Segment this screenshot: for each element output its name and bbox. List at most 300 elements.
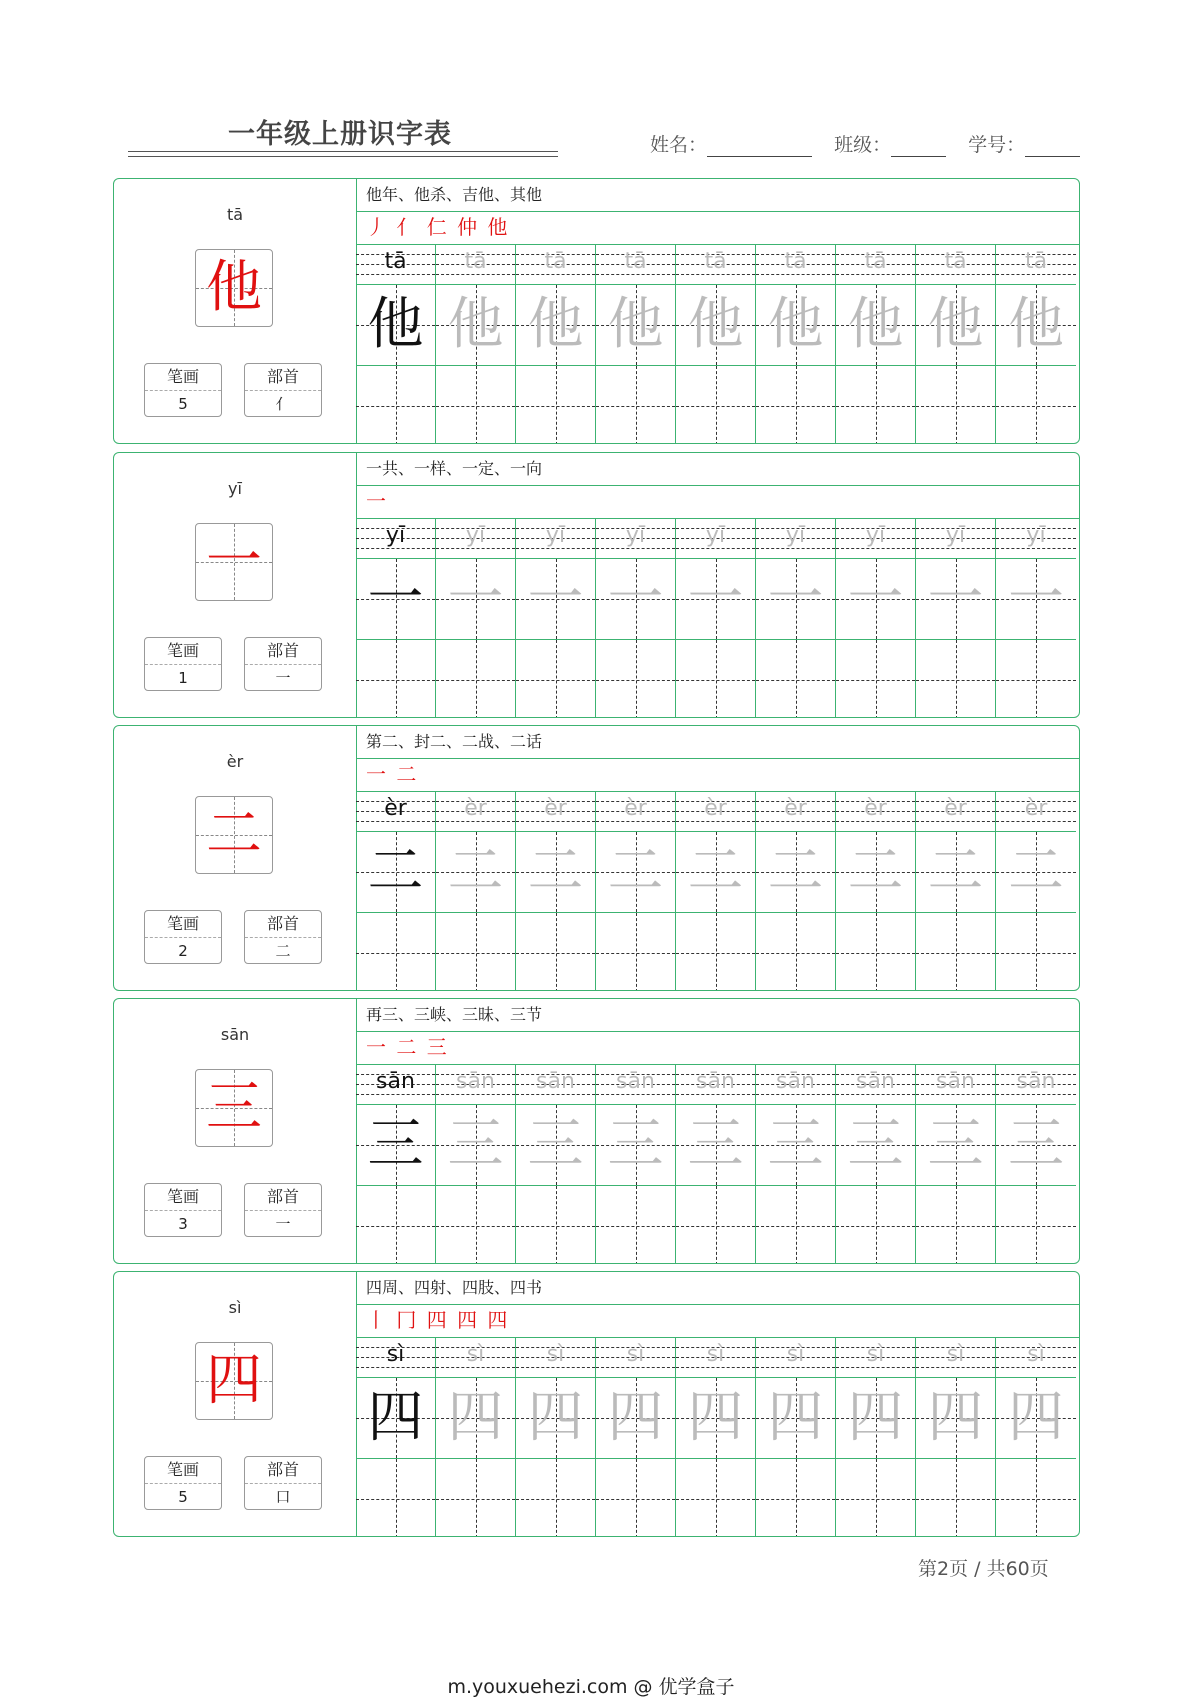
tian-grid-cell[interactable] bbox=[836, 559, 915, 640]
radical: 一 bbox=[275, 669, 291, 687]
empty-writing-cell[interactable] bbox=[356, 640, 435, 718]
trace-pinyin: tā bbox=[1024, 249, 1048, 274]
tian-grid-cell[interactable] bbox=[756, 559, 835, 640]
example-words: 一共、一样、一定、一向 bbox=[356, 453, 1079, 486]
trace-character: 三 bbox=[687, 1112, 744, 1177]
pinyin-cell[interactable] bbox=[436, 244, 515, 285]
practice-column bbox=[756, 244, 836, 444]
trace-pinyin: èr bbox=[464, 796, 487, 821]
tian-grid-cell[interactable] bbox=[356, 1378, 435, 1459]
pinyin-cell[interactable] bbox=[596, 244, 675, 285]
tian-grid-cell[interactable] bbox=[356, 285, 435, 366]
pinyin-cell[interactable] bbox=[916, 1064, 995, 1105]
radical: 亻 bbox=[275, 395, 291, 413]
character-card bbox=[113, 1271, 1080, 1537]
tian-grid-cell[interactable] bbox=[596, 285, 675, 366]
tian-grid-cell[interactable] bbox=[996, 1378, 1076, 1459]
trace-pinyin: yī bbox=[465, 523, 486, 548]
tian-grid-cell[interactable] bbox=[436, 1378, 515, 1459]
pinyin-cell[interactable] bbox=[436, 791, 515, 832]
practice-column bbox=[676, 1337, 756, 1537]
practice-column bbox=[596, 244, 676, 444]
stroke-count: 3 bbox=[178, 1215, 188, 1233]
practice-column bbox=[516, 791, 596, 991]
pinyin-cell[interactable] bbox=[516, 1064, 595, 1105]
empty-writing-cell[interactable] bbox=[916, 366, 995, 444]
practice-column bbox=[516, 1064, 596, 1264]
empty-writing-cell[interactable] bbox=[436, 1186, 515, 1264]
practice-panel bbox=[356, 726, 1079, 990]
strokes-label: 笔画 bbox=[145, 1184, 221, 1211]
empty-writing-cell[interactable] bbox=[836, 366, 915, 444]
pinyin-cell[interactable] bbox=[356, 791, 435, 832]
tian-grid-cell[interactable] bbox=[756, 285, 835, 366]
empty-writing-cell[interactable] bbox=[756, 640, 835, 718]
pinyin-cell[interactable] bbox=[676, 1064, 755, 1105]
stroke-order: 一 二 bbox=[356, 758, 1079, 792]
pinyin-cell[interactable] bbox=[756, 791, 835, 832]
character: 他 bbox=[206, 255, 262, 320]
trace-character: 四 bbox=[927, 1385, 984, 1450]
practice-grid bbox=[356, 244, 1079, 444]
pinyin-cell[interactable] bbox=[436, 1337, 515, 1378]
trace-pinyin: yī bbox=[545, 523, 566, 548]
practice-panel bbox=[356, 453, 1079, 717]
trace-pinyin: sān bbox=[456, 1069, 495, 1094]
example-words: 再三、三峡、三昧、三节 bbox=[356, 999, 1079, 1032]
empty-writing-cell[interactable] bbox=[516, 1186, 595, 1264]
trace-pinyin: tā bbox=[784, 249, 807, 274]
tian-grid-cell[interactable] bbox=[436, 1105, 515, 1186]
empty-writing-cell[interactable] bbox=[996, 640, 1076, 718]
pinyin-cell[interactable] bbox=[516, 244, 595, 285]
tian-grid-cell[interactable] bbox=[676, 832, 755, 913]
trace-character: 二 bbox=[927, 839, 984, 904]
empty-writing-cell[interactable] bbox=[436, 1459, 515, 1537]
pinyin-cell[interactable] bbox=[836, 1337, 915, 1378]
tian-grid-cell[interactable] bbox=[996, 559, 1076, 640]
tian-grid-cell[interactable] bbox=[836, 1105, 915, 1186]
id-label: 学号： bbox=[968, 134, 1026, 156]
model-pinyin: sì bbox=[386, 1342, 405, 1367]
empty-writing-cell[interactable] bbox=[516, 366, 595, 444]
pinyin-cell[interactable] bbox=[596, 518, 675, 559]
example-words: 第二、封二、二战、二话 bbox=[356, 726, 1079, 759]
empty-writing-cell[interactable] bbox=[596, 1459, 675, 1537]
model-pinyin: tā bbox=[384, 249, 407, 274]
trace-pinyin: sì bbox=[946, 1342, 965, 1367]
page-title: 一年级上册识字表 bbox=[228, 119, 452, 150]
practice-column bbox=[996, 1337, 1076, 1537]
empty-writing-cell[interactable] bbox=[676, 913, 755, 991]
name-label: 姓名： bbox=[650, 134, 708, 156]
trace-character: 他 bbox=[927, 292, 984, 357]
strokes-label: 笔画 bbox=[145, 1457, 221, 1484]
model-character: 三 bbox=[367, 1112, 424, 1177]
tian-grid-cell[interactable] bbox=[756, 1105, 835, 1186]
trace-pinyin: sì bbox=[786, 1342, 805, 1367]
trace-character: 二 bbox=[607, 839, 664, 904]
practice-panel bbox=[356, 179, 1079, 443]
empty-writing-cell[interactable] bbox=[596, 913, 675, 991]
trace-character: 四 bbox=[607, 1385, 664, 1450]
trace-pinyin: tā bbox=[544, 249, 567, 274]
pinyin: sì bbox=[228, 1298, 242, 1317]
character-box bbox=[195, 796, 273, 874]
model-character: 一 bbox=[367, 566, 424, 631]
radical-box bbox=[244, 637, 322, 691]
tian-grid-cell[interactable] bbox=[916, 1105, 995, 1186]
model-pinyin: sān bbox=[376, 1069, 415, 1094]
site-footer: m.youxuehezi.com @ 优学盒子 bbox=[447, 1676, 735, 1698]
tian-grid-cell[interactable] bbox=[916, 832, 995, 913]
id-blank[interactable] bbox=[1025, 136, 1080, 157]
practice-column bbox=[436, 791, 516, 991]
practice-column bbox=[996, 1064, 1076, 1264]
character: 三 bbox=[206, 1075, 262, 1140]
pinyin: sān bbox=[220, 1025, 250, 1044]
pinyin-cell[interactable] bbox=[356, 244, 435, 285]
empty-writing-cell[interactable] bbox=[676, 640, 755, 718]
stroke-count-box bbox=[144, 910, 222, 964]
practice-column bbox=[996, 791, 1076, 991]
trace-pinyin: yī bbox=[865, 523, 886, 548]
practice-column bbox=[596, 1064, 676, 1264]
practice-column bbox=[676, 791, 756, 991]
tian-grid-cell[interactable] bbox=[356, 559, 435, 640]
tian-grid-cell[interactable] bbox=[596, 832, 675, 913]
empty-writing-cell[interactable] bbox=[756, 1186, 835, 1264]
tian-grid-cell[interactable] bbox=[836, 1378, 915, 1459]
pinyin-cell[interactable] bbox=[996, 244, 1076, 285]
trace-pinyin: tā bbox=[704, 249, 727, 274]
pinyin-cell[interactable] bbox=[596, 1337, 675, 1378]
empty-writing-cell[interactable] bbox=[996, 913, 1076, 991]
empty-writing-cell[interactable] bbox=[356, 913, 435, 991]
tian-grid-cell[interactable] bbox=[916, 1378, 995, 1459]
tian-grid-cell[interactable] bbox=[676, 285, 755, 366]
trace-character: 四 bbox=[767, 1385, 824, 1450]
name-field[interactable] bbox=[650, 130, 812, 157]
pinyin-cell[interactable] bbox=[836, 1064, 915, 1105]
radical: 二 bbox=[275, 942, 291, 960]
practice-column bbox=[996, 244, 1076, 444]
practice-column bbox=[516, 244, 596, 444]
practice-column bbox=[756, 1337, 836, 1537]
empty-writing-cell[interactable] bbox=[676, 1459, 755, 1537]
class-blank[interactable] bbox=[891, 136, 946, 157]
trace-character: 四 bbox=[847, 1385, 904, 1450]
tian-grid-cell[interactable] bbox=[756, 1378, 835, 1459]
trace-pinyin: yī bbox=[1026, 523, 1046, 548]
trace-character: 三 bbox=[847, 1112, 904, 1177]
name-blank[interactable] bbox=[707, 136, 812, 157]
pinyin-cell[interactable] bbox=[836, 518, 915, 559]
pinyin-cell[interactable] bbox=[836, 244, 915, 285]
trace-character: 他 bbox=[1008, 292, 1064, 357]
pinyin-cell[interactable] bbox=[676, 518, 755, 559]
pinyin-cell[interactable] bbox=[756, 518, 835, 559]
trace-pinyin: sān bbox=[856, 1069, 895, 1094]
practice-column bbox=[836, 518, 916, 718]
trace-character: 一 bbox=[447, 566, 504, 631]
pinyin-cell[interactable] bbox=[996, 1337, 1076, 1378]
tian-grid-cell[interactable] bbox=[836, 832, 915, 913]
empty-writing-cell[interactable] bbox=[516, 1459, 595, 1537]
empty-writing-cell[interactable] bbox=[356, 1459, 435, 1537]
practice-column bbox=[756, 1064, 836, 1264]
practice-column bbox=[676, 1064, 756, 1264]
tian-grid-cell[interactable] bbox=[516, 559, 595, 640]
tian-grid-cell[interactable] bbox=[356, 1105, 435, 1186]
trace-pinyin: tā bbox=[464, 249, 487, 274]
stroke-count-box bbox=[144, 363, 222, 417]
student-fields bbox=[650, 130, 1096, 157]
practice-column bbox=[436, 244, 516, 444]
practice-column bbox=[596, 791, 676, 991]
practice-column bbox=[436, 1064, 516, 1264]
empty-writing-cell[interactable] bbox=[356, 1186, 435, 1264]
stroke-count: 5 bbox=[178, 1488, 188, 1506]
tian-grid-cell[interactable] bbox=[916, 285, 995, 366]
trace-character: 他 bbox=[847, 292, 904, 357]
empty-writing-cell[interactable] bbox=[676, 1186, 755, 1264]
practice-column bbox=[516, 1337, 596, 1537]
tian-grid-cell[interactable] bbox=[676, 559, 755, 640]
title-underline-2 bbox=[128, 156, 558, 157]
empty-writing-cell[interactable] bbox=[596, 1186, 675, 1264]
empty-writing-cell[interactable] bbox=[836, 1186, 915, 1264]
pinyin-cell[interactable] bbox=[596, 1064, 675, 1105]
pinyin-cell[interactable] bbox=[916, 1337, 995, 1378]
practice-column bbox=[356, 518, 436, 718]
pinyin-cell[interactable] bbox=[676, 791, 755, 832]
tian-grid-cell[interactable] bbox=[436, 285, 515, 366]
trace-pinyin: yī bbox=[945, 523, 966, 548]
tian-grid-cell[interactable] bbox=[996, 285, 1076, 366]
tian-grid-cell[interactable] bbox=[836, 285, 915, 366]
stroke-count: 5 bbox=[178, 395, 188, 413]
pinyin-cell[interactable] bbox=[516, 791, 595, 832]
empty-writing-cell[interactable] bbox=[836, 913, 915, 991]
trace-character: 三 bbox=[1008, 1112, 1064, 1177]
practice-column bbox=[356, 244, 436, 444]
tian-grid-cell[interactable] bbox=[516, 1378, 595, 1459]
trace-pinyin: sān bbox=[1016, 1069, 1056, 1094]
tian-grid-cell[interactable] bbox=[596, 1378, 675, 1459]
practice-column bbox=[836, 1337, 916, 1537]
trace-character: 二 bbox=[687, 839, 744, 904]
pinyin-cell[interactable] bbox=[996, 1064, 1076, 1105]
pinyin-cell[interactable] bbox=[516, 518, 595, 559]
model-pinyin: èr bbox=[384, 796, 407, 821]
tian-grid-cell[interactable] bbox=[676, 1105, 755, 1186]
trace-pinyin: sì bbox=[546, 1342, 565, 1367]
model-character: 四 bbox=[367, 1385, 424, 1450]
title-underline bbox=[128, 151, 558, 152]
stroke-count-box bbox=[144, 1183, 222, 1237]
trace-pinyin: yī bbox=[785, 523, 806, 548]
empty-writing-cell[interactable] bbox=[756, 913, 835, 991]
empty-writing-cell[interactable] bbox=[596, 640, 675, 718]
pinyin-cell[interactable] bbox=[676, 1337, 755, 1378]
trace-character: 二 bbox=[1008, 839, 1064, 904]
strokes-label: 笔画 bbox=[145, 638, 221, 665]
empty-writing-cell[interactable] bbox=[756, 1459, 835, 1537]
practice-column bbox=[916, 1064, 996, 1264]
tian-grid-cell[interactable] bbox=[916, 559, 995, 640]
tian-grid-cell[interactable] bbox=[436, 832, 515, 913]
class-field[interactable] bbox=[834, 130, 946, 157]
trace-character: 一 bbox=[527, 566, 584, 631]
pinyin-cell[interactable] bbox=[356, 518, 435, 559]
trace-pinyin: tā bbox=[864, 249, 887, 274]
practice-column bbox=[596, 1337, 676, 1537]
stroke-count: 2 bbox=[178, 942, 188, 960]
empty-writing-cell[interactable] bbox=[996, 366, 1076, 444]
pinyin-cell[interactable] bbox=[356, 1337, 435, 1378]
trace-character: 一 bbox=[687, 566, 744, 631]
trace-character: 四 bbox=[447, 1385, 504, 1450]
trace-pinyin: sān bbox=[696, 1069, 735, 1094]
stroke-order: 一 二 三 bbox=[356, 1031, 1079, 1065]
pinyin-cell[interactable] bbox=[916, 244, 995, 285]
trace-character: 他 bbox=[767, 292, 824, 357]
pinyin: èr bbox=[226, 752, 244, 771]
pinyin-cell[interactable] bbox=[756, 1337, 835, 1378]
trace-character: 三 bbox=[527, 1112, 584, 1177]
trace-character: 四 bbox=[1008, 1385, 1064, 1450]
stroke-order: 丿 亻 仁 仲 他 bbox=[356, 211, 1079, 245]
empty-writing-cell[interactable] bbox=[596, 366, 675, 444]
radical-box bbox=[244, 1456, 322, 1510]
trace-character: 三 bbox=[767, 1112, 824, 1177]
tian-grid-cell[interactable] bbox=[996, 1105, 1076, 1186]
tian-grid-cell[interactable] bbox=[756, 832, 835, 913]
practice-panel bbox=[356, 1272, 1079, 1536]
class-label: 班级： bbox=[834, 134, 892, 156]
empty-writing-cell[interactable] bbox=[436, 913, 515, 991]
tian-grid-cell[interactable] bbox=[356, 832, 435, 913]
example-words: 四周、四射、四肢、四书 bbox=[356, 1272, 1079, 1305]
empty-writing-cell[interactable] bbox=[516, 640, 595, 718]
pinyin-cell[interactable] bbox=[436, 1064, 515, 1105]
radical-label: 部首 bbox=[245, 364, 321, 391]
character-box bbox=[195, 523, 273, 601]
practice-column bbox=[356, 1064, 436, 1264]
tian-grid-cell[interactable] bbox=[676, 1378, 755, 1459]
empty-writing-cell[interactable] bbox=[916, 913, 995, 991]
pinyin-cell[interactable] bbox=[756, 244, 835, 285]
practice-column bbox=[756, 791, 836, 991]
tian-grid-cell[interactable] bbox=[436, 559, 515, 640]
tian-grid-cell[interactable] bbox=[516, 1105, 595, 1186]
trace-character: 他 bbox=[687, 292, 744, 357]
character-card bbox=[113, 178, 1080, 444]
radical-label: 部首 bbox=[245, 1457, 321, 1484]
pinyin-cell[interactable] bbox=[516, 1337, 595, 1378]
empty-writing-cell[interactable] bbox=[916, 1186, 995, 1264]
pinyin-cell[interactable] bbox=[356, 1064, 435, 1105]
empty-writing-cell[interactable] bbox=[356, 366, 435, 444]
tian-grid-cell[interactable] bbox=[516, 832, 595, 913]
pinyin-cell[interactable] bbox=[996, 791, 1076, 832]
pinyin-cell[interactable] bbox=[916, 791, 995, 832]
practice-grid bbox=[356, 1337, 1079, 1537]
tian-grid-cell[interactable] bbox=[596, 559, 675, 640]
empty-writing-cell[interactable] bbox=[516, 913, 595, 991]
trace-character: 二 bbox=[447, 839, 504, 904]
character: 四 bbox=[206, 1348, 262, 1413]
pinyin-cell[interactable] bbox=[916, 518, 995, 559]
trace-character: 四 bbox=[527, 1385, 584, 1450]
empty-writing-cell[interactable] bbox=[436, 640, 515, 718]
practice-column bbox=[356, 1337, 436, 1537]
trace-pinyin: èr bbox=[1024, 796, 1048, 821]
tian-grid-cell[interactable] bbox=[596, 1105, 675, 1186]
pinyin-cell[interactable] bbox=[756, 1064, 835, 1105]
trace-character: 他 bbox=[607, 292, 664, 357]
stroke-order: 丨 冂 四 四 四 bbox=[356, 1304, 1079, 1338]
radical: 口 bbox=[275, 1488, 291, 1506]
empty-writing-cell[interactable] bbox=[756, 366, 835, 444]
strokes-label: 笔画 bbox=[145, 911, 221, 938]
id-field[interactable] bbox=[968, 130, 1080, 157]
character-info-panel bbox=[114, 179, 357, 443]
empty-writing-cell[interactable] bbox=[436, 366, 515, 444]
radical-box bbox=[244, 363, 322, 417]
practice-panel bbox=[356, 999, 1079, 1263]
trace-pinyin: èr bbox=[544, 796, 567, 821]
practice-column bbox=[756, 518, 836, 718]
trace-character: 一 bbox=[1008, 566, 1064, 631]
trace-pinyin: yī bbox=[625, 523, 646, 548]
trace-pinyin: tā bbox=[624, 249, 647, 274]
practice-column bbox=[996, 518, 1076, 718]
trace-character: 一 bbox=[607, 566, 664, 631]
practice-column bbox=[916, 244, 996, 444]
trace-pinyin: sì bbox=[626, 1342, 645, 1367]
tian-grid-cell[interactable] bbox=[516, 285, 595, 366]
tian-grid-cell[interactable] bbox=[996, 832, 1076, 913]
empty-writing-cell[interactable] bbox=[676, 366, 755, 444]
empty-writing-cell[interactable] bbox=[996, 1186, 1076, 1264]
trace-pinyin: sān bbox=[616, 1069, 655, 1094]
empty-writing-cell[interactable] bbox=[996, 1459, 1076, 1537]
empty-writing-cell[interactable] bbox=[836, 1459, 915, 1537]
pinyin-cell[interactable] bbox=[996, 518, 1076, 559]
trace-pinyin: èr bbox=[864, 796, 887, 821]
pinyin-cell[interactable] bbox=[436, 518, 515, 559]
character-card bbox=[113, 452, 1080, 718]
pinyin-cell[interactable] bbox=[596, 791, 675, 832]
example-words: 他年、他杀、吉他、其他 bbox=[356, 179, 1079, 212]
empty-writing-cell[interactable] bbox=[836, 640, 915, 718]
pinyin-cell[interactable] bbox=[676, 244, 755, 285]
empty-writing-cell[interactable] bbox=[916, 640, 995, 718]
trace-pinyin: yī bbox=[705, 523, 726, 548]
model-character: 二 bbox=[367, 839, 424, 904]
practice-column bbox=[356, 791, 436, 991]
trace-pinyin: sān bbox=[776, 1069, 815, 1094]
character-info-panel bbox=[114, 999, 357, 1263]
stroke-count-box bbox=[144, 637, 222, 691]
character-card bbox=[113, 998, 1080, 1264]
stroke-count: 1 bbox=[178, 669, 188, 687]
empty-writing-cell[interactable] bbox=[916, 1459, 995, 1537]
pinyin-cell[interactable] bbox=[836, 791, 915, 832]
trace-character: 他 bbox=[447, 292, 504, 357]
